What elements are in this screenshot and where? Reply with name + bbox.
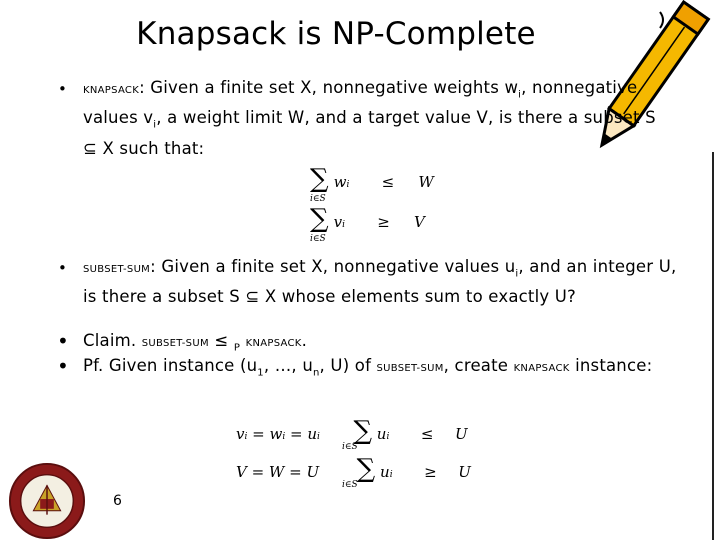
knapsack-term: KNAPSACK	[83, 85, 140, 96]
reduction-row-1: vi = wi = ui ∑ ui ≤ U i∈S	[236, 416, 468, 452]
page-number: 6	[113, 493, 122, 509]
subset-sum-definition: SUBSET-SUM: Given a finite set X, nonnegative values $u_i$, and an integer U, is there a subset S ⊆ X whose elements sum to exactly U?	[83, 257, 677, 307]
slide-edge-line	[712, 152, 714, 540]
bullet-dot: •	[57, 329, 69, 353]
reduction-row-2: V = W = U ∑ ui ≥ U i∈S	[236, 454, 471, 490]
bullet-dot: •	[58, 259, 67, 277]
slide-title: Knapsack is NP-Complete	[136, 16, 536, 52]
proof-line: Pf. Given instance ($u_1$, …, $u_n$, U) of SUBSET-SUM, create KNAPSACK instance:	[83, 356, 653, 379]
value-constraint: ∑ vi ≥ V i∈S	[310, 204, 425, 244]
university-seal-icon	[8, 462, 86, 540]
weight-constraint: ∑ wi ≤ W i∈S	[310, 164, 434, 204]
bullet-dot: •	[58, 80, 67, 98]
claim-line: Claim. SUBSET-SUM ≤ $_P$ KNAPSACK.	[83, 331, 308, 354]
subset-sum-term: SUBSET-SUM	[83, 264, 151, 275]
bullet-dot: •	[57, 354, 69, 378]
knapsack-definition: KNAPSACK: Given a finite set X, nonnegative weights $w_i$, nonnegative values $v_i$, a weight limit W, and a target value V, is there a subset S ⊆ X such that:	[83, 78, 656, 158]
